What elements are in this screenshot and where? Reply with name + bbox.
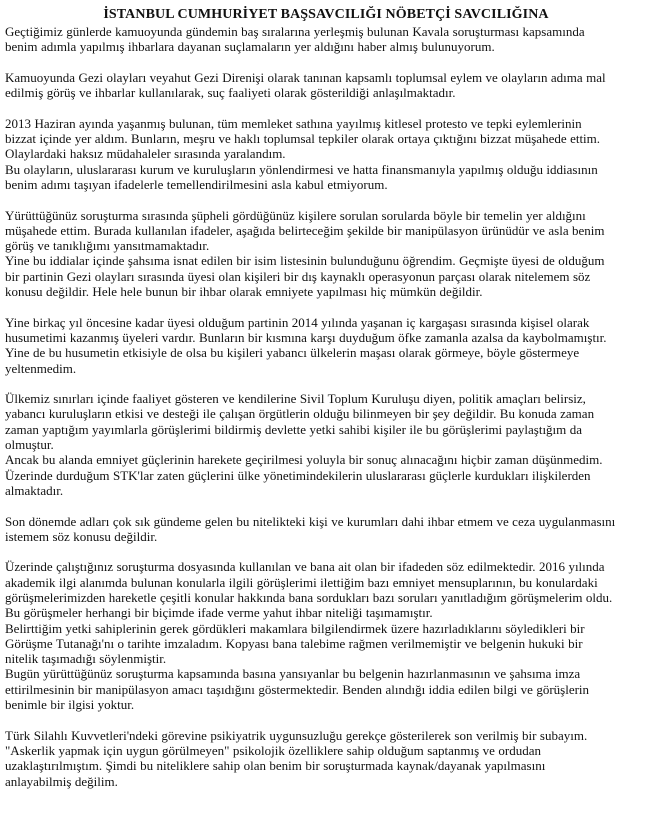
text-line: müşahede ettim. Burada kullanılan ifadeler, aşağıda belirteceğim şekilde bir manipülasyon ürünüdür ve asla benim	[5, 222, 605, 238]
text-line: Yine de bu husumetin etkisiyle de olsa bu kişileri yabancı ülkelerin maşası olarak görmeye, böyle göstermeye	[5, 345, 580, 361]
text-line: Kamuoyunda Gezi olayları veyahut Gezi Direnişi olarak tanınan kapsamlı toplumsal eylem ve olayların adıma mal	[5, 69, 606, 85]
text-line: Üzerinde çalıştığınız soruşturma dosyasında kullanılan ve bana ait olan bir ifadeden söz edilmektedir. 2016 yılında	[5, 559, 605, 575]
text-line: yeltenmedim.	[5, 360, 77, 376]
text-line: akademik ilgi alanımda bulunan konularla ilgili görüşlerimi ilettiğim bazı emniyet mensuplarının, bu konulardaki	[5, 574, 598, 590]
text-line: Ülkemiz sınırları içinde faaliyet gösteren ve kendilerine Sivil Toplum Kuruluşu diyen, politik amaçları belirsiz,	[5, 391, 586, 407]
text-line: 2013 Haziran ayında yaşanmış bulunan, tüm memleket sathına yayılmış kitlesel protesto ve tepki eylemlerinin	[5, 115, 582, 131]
paragraph	[5, 70, 647, 101]
text-line: istemem söz konusu değildir.	[5, 528, 158, 544]
paragraph	[5, 514, 647, 545]
text-line: Geçtiğimiz günlerde kamuoyunda gündemin baş sıralarına yerleşmiş bulunan Kavala soruşturması kapsamında	[5, 24, 585, 39]
paragraph	[5, 728, 647, 789]
text-line: Bu görüşmeler herhangi bir biçimde ifade verme yahut ihbar niteliği taşımamıştır.	[5, 605, 433, 621]
text-line: Ancak bu alanda emniyet güçlerinin harekete geçirilmesi yoluyla bir sonuç alınacağını hiçbir zaman düşünmedim.	[5, 452, 603, 468]
text-line: uzaklaştırılmıştım. Şimdi bu niteliklere sahip olan benim bir soruşturmada kaynak/dayanak yapılmasını	[5, 758, 546, 774]
document-body	[5, 24, 647, 789]
paragraph	[5, 391, 647, 498]
text-line: Son dönemde adları çok sık gündeme gelen bu nitelikteki kişi ve kurumları dahi ihbar etmem ve ceza uygulanmasını	[5, 513, 616, 529]
text-line: Görüşme Tutanağı'nı o tarihte imzaladım. Kopyası bana talebime rağmen verilmemiştir ve belgenin hukuki bir	[5, 635, 583, 651]
text-line: Yürüttüğünüz soruşturma sırasında şüpheli gördüğünüz kişilere sorulan sorularda böyle bir temelin yer aldığını	[5, 207, 586, 223]
text-line: olmuştur.	[5, 437, 54, 453]
text-line: yabancı kuruluşların etkisi ve desteği ile çalışan örgütlerin olduğu bilinmeyen bir şey değildir. Bu konuda zaman	[5, 406, 595, 422]
text-line: benimle bir ilgisi yoktur.	[5, 697, 135, 713]
text-line: "Askerlik yapmak için uygun görülmeyen" psikolojik özelliklere sahip olduğum saptanmış ve ordudan	[5, 742, 541, 758]
text-line: Bugün yürüttüğünüz soruşturma kapsamında basına yansıyanlar bu belgenin hazırlanmasının ve şahsıma imza	[5, 666, 581, 682]
text-line: görüşmelerimizden hareketle çeşitli konular hakkında bana sordukları bazı soruları yanıtladığım görüşmelerim oldu.	[5, 589, 613, 605]
paragraph	[5, 559, 647, 712]
paragraph	[5, 315, 647, 376]
paragraph	[5, 24, 647, 55]
text-line: Belirttiğim yetki sahiplerinin gerek gördükleri makamlara bilgilendirmek üzere hazırladıklarını söyledikleri bir	[5, 620, 585, 636]
text-line: almaktadır.	[5, 482, 64, 498]
text-line: Olaylardaki haksız müdahaleler sırasında yaralandım.	[5, 146, 286, 162]
text-line: Bu olayların, uluslararası kurum ve kuruluşların yönlendirmesi ve hatta finansmanıyla yapılmış olduğu iddiasının	[5, 161, 598, 177]
text-line: zaman yaptığım yayımlarla görüşlerimi bildirmiş devlette yetki sahibi kişiler ile bu görüşlerimi paylaştığım da	[5, 421, 582, 437]
text-line: edilmiş görüş ve ihbarlar kullanılarak, suç faaliyeti olarak gösterildiği anlaşılmaktadır.	[5, 85, 456, 101]
text-line: bir partinin Gezi olayları sırasında üyesi olan kişileri bir dış kaynaklı operasyonun parçası olarak nitelemem söz	[5, 268, 591, 284]
paragraph	[5, 208, 647, 300]
text-line: konusu değildir. Hele hele bunun bir ihbar olarak emniyete yapılması hiç mümkün değildir.	[5, 284, 483, 300]
text-line: nitelik taşımadığı söylenmiştir.	[5, 651, 167, 667]
text-line: Türk Silahlı Kuvvetleri'ndeki görevine psikiyatrik uygunsuzluğu gerekçe gösterilerek son verilmiş bir subayım.	[5, 727, 588, 743]
text-line: husumetimi kazanmış üyeleri vardır. Bunların bir kısmına karşı duyduğum öfke zamanla azalsa da kaybolmamıştır.	[5, 329, 607, 345]
document-title: İSTANBUL CUMHURİYET BAŞSAVCILIĞI NÖBETÇİ SAVCILIĞINA	[103, 7, 549, 22]
text-line: bizzat içinde yer aldım. Bunların, meşru ve haklı toplumsal tepkiler olarak ortaya çıktığını bizzat müşahede ettim.	[5, 131, 601, 147]
text-line: ettirilmesinin bir manipülasyon amacı taşıdığını göstermektedir. Benden alındığı iddia edilen bilgi ve görüşlerin	[5, 681, 590, 697]
text-line: Üzerinde durduğum STK'lar zaten güçlerini ülke yönetimindekilerin uluslararası güçlerle kurdukları ilişkilerden	[5, 467, 591, 483]
text-line: Yine bu iddialar içinde şahsıma isnat edilen bir isim listesinin bulunduğunu öğrendim. Geçmişte üyesi de olduğum	[5, 253, 605, 269]
text-line: görüş ve tanıklığımı yansıtmamaktadır.	[5, 238, 210, 254]
paragraph	[5, 116, 647, 192]
text-line: Yine birkaç yıl öncesine kadar üyesi olduğum partinin 2014 yılında yaşanan iç kargaşası sırasında kişisel olarak	[5, 314, 590, 330]
text-line: benim adımla yapılmış ihbarlara dayanan suçlamaların yer aldığını haber almış bulunuyorum.	[5, 39, 495, 55]
text-line: anlayabilmiş değilim.	[5, 773, 118, 789]
text-line: benim adımı taşıyan ifadelerle temellendirilmesini asla kabul etmiyorum.	[5, 176, 388, 192]
